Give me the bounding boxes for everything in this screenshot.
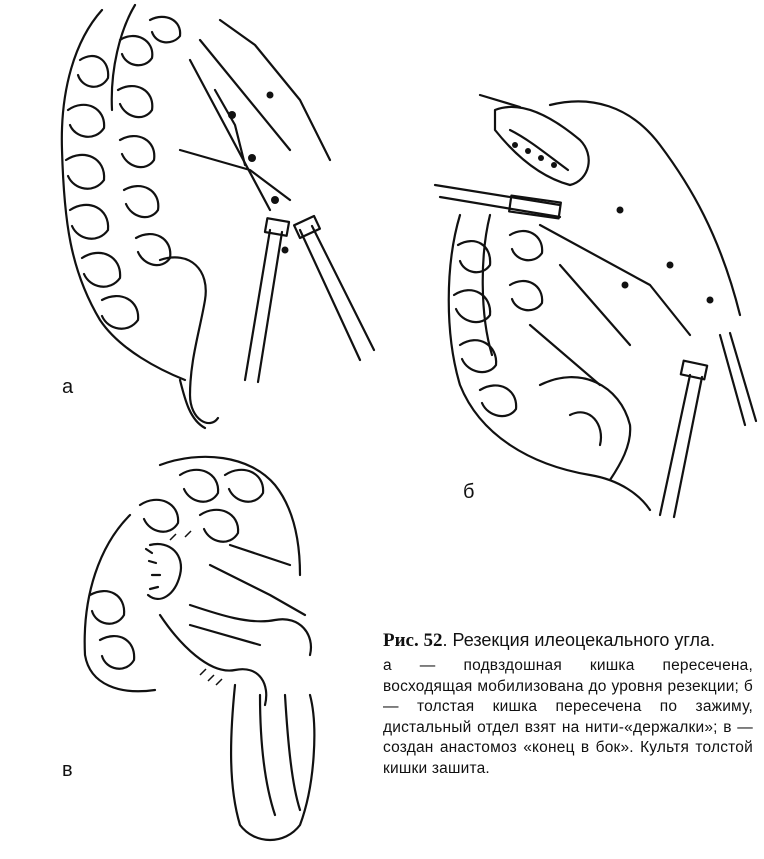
illustration-c — [60, 445, 350, 855]
figure-title: . Резекция илеоцекального угла. — [442, 630, 716, 650]
panel-label-a: а — [62, 376, 74, 398]
figure-number: Рис. 52 — [383, 630, 443, 651]
panel-label-b: б — [463, 481, 475, 503]
illustration-b — [420, 85, 760, 525]
figure-caption — [383, 628, 753, 779]
panel-label-v: в — [62, 759, 73, 781]
caption-description: а — подвздошная кишка пересечена, восходящая мобилизована до уровня резекции; б — толстая кишка пересечена по зажиму, дистальный отдел взят на нити-«держалки»; в — создан анастомоз «конец в бок». Культя толстой кишки зашита. — [383, 657, 753, 777]
illustration-a — [40, 0, 385, 440]
caption-title — [383, 628, 753, 653]
